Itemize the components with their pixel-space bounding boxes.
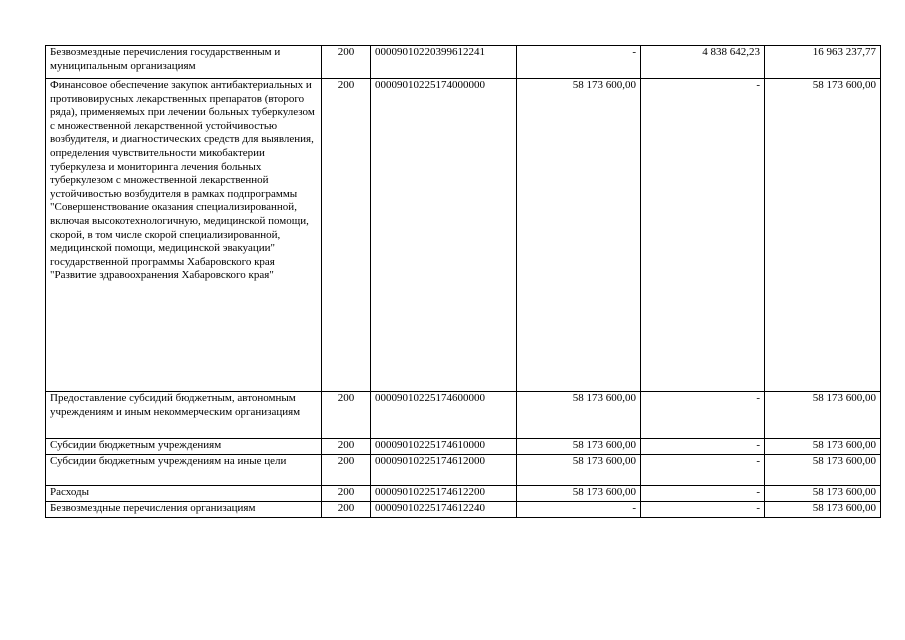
row-classification-cell: 00009010225174000000 xyxy=(371,79,517,392)
table-row xyxy=(46,486,881,502)
row-name-cell: Безвозмездные перечисления организациям xyxy=(46,502,322,518)
budget-execution-table xyxy=(45,45,881,518)
row-unexecuted-cell: 16 963 237,77 xyxy=(765,46,881,79)
row-approved-cell: 58 173 600,00 xyxy=(517,455,641,486)
row-approved-cell: 58 173 600,00 xyxy=(517,486,641,502)
row-code-cell: 200 xyxy=(322,439,371,455)
row-code-cell: 200 xyxy=(322,502,371,518)
row-executed-cell: - xyxy=(641,486,765,502)
row-approved-cell: 58 173 600,00 xyxy=(517,392,641,439)
row-classification-cell: 00009010225174610000 xyxy=(371,439,517,455)
row-unexecuted-cell: 58 173 600,00 xyxy=(765,455,881,486)
row-executed-cell: 4 838 642,23 xyxy=(641,46,765,79)
row-executed-cell: - xyxy=(641,455,765,486)
row-classification-cell: 00009010225174612200 xyxy=(371,486,517,502)
row-approved-cell: 58 173 600,00 xyxy=(517,439,641,455)
table-row xyxy=(46,79,881,392)
row-executed-cell: - xyxy=(641,79,765,392)
row-code-cell: 200 xyxy=(322,455,371,486)
row-name-cell: Субсидии бюджетным учреждениям xyxy=(46,439,322,455)
row-executed-cell: - xyxy=(641,392,765,439)
table-row xyxy=(46,392,881,439)
row-classification-cell: 00009010220399612241 xyxy=(371,46,517,79)
row-code-cell: 200 xyxy=(322,486,371,502)
row-executed-cell: - xyxy=(641,439,765,455)
row-unexecuted-cell: 58 173 600,00 xyxy=(765,79,881,392)
row-code-cell: 200 xyxy=(322,79,371,392)
row-approved-cell: - xyxy=(517,46,641,79)
row-unexecuted-cell: 58 173 600,00 xyxy=(765,439,881,455)
row-unexecuted-cell: 58 173 600,00 xyxy=(765,392,881,439)
row-name-cell: Безвозмездные перечисления государственным и муниципальным организациям xyxy=(46,46,322,79)
row-unexecuted-cell: 58 173 600,00 xyxy=(765,486,881,502)
row-code-cell: 200 xyxy=(322,46,371,79)
row-name-cell: Финансовое обеспечение закупок антибактериальных и противовирусных лекарственных препаратов (второго ряда), применяемых при лечении больных туберкулезом с множественной лекарственной устойчивостью возбудителя, и диагностических средств для выявления, определения чувствительности микобактерии туберкулеза и мониторинга лечения больных туберкулезом с множественной лекарственной устойчивостью возбудителя в рамках подпрограммы "Совершенствование оказания специализированной, включая высокотехнологичную, медицинской помощи, скорой, в том числе скорой специализированной, медицинской помощи, медицинской эвакуации" государственной программы Хабаровского края "Развитие здравоохранения Хабаровского края" xyxy=(46,79,322,392)
row-classification-cell: 00009010225174612000 xyxy=(371,455,517,486)
table-row xyxy=(46,46,881,79)
row-classification-cell: 00009010225174612240 xyxy=(371,502,517,518)
row-code-cell: 200 xyxy=(322,392,371,439)
row-classification-cell: 00009010225174600000 xyxy=(371,392,517,439)
row-approved-cell: - xyxy=(517,502,641,518)
table-row xyxy=(46,502,881,518)
row-name-cell: Субсидии бюджетным учреждениям на иные цели xyxy=(46,455,322,486)
row-name-cell: Предоставление субсидий бюджетным, автономным учреждениям и иным некоммерческим организациям xyxy=(46,392,322,439)
row-name-cell: Расходы xyxy=(46,486,322,502)
row-unexecuted-cell: 58 173 600,00 xyxy=(765,502,881,518)
table-row xyxy=(46,439,881,455)
row-executed-cell: - xyxy=(641,502,765,518)
table-row xyxy=(46,455,881,486)
row-approved-cell: 58 173 600,00 xyxy=(517,79,641,392)
